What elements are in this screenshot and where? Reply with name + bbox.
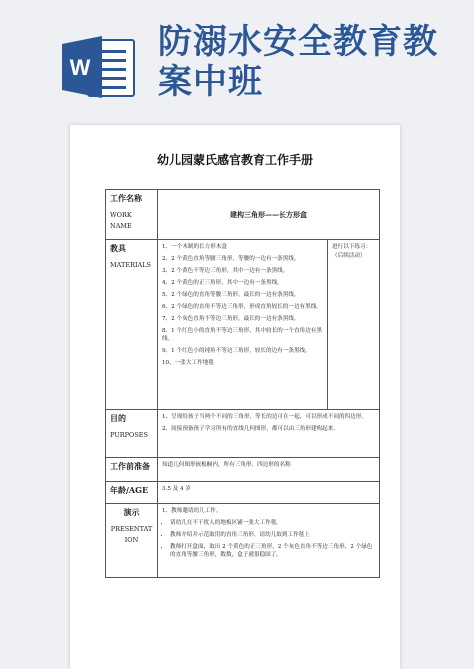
material-item: 8、1 个红色小的直角不等边三角形，其中较长的一个直角边有黑线。 <box>162 328 322 342</box>
material-item: 3、2 个黄色不等边三角形，其中一边有一条黑线。 <box>162 268 289 274</box>
svg-text:W: W <box>69 55 91 80</box>
purpose-item: 2、间接预备孩子学习所有的直线几何图形，都可以由三角形建构起来。 <box>162 426 339 432</box>
presentation-list <box>158 504 380 578</box>
material-item: 9、1 个红色小的钝角不等边三角形，较长的边有一条黑线。 <box>162 348 311 354</box>
material-item: 1、一个木制的长方形木盒 <box>162 244 228 250</box>
presentation-row <box>106 504 380 578</box>
preparation-row <box>106 458 380 482</box>
material-item: 6、2 个绿色的直角不等边三角形，形成直角较长的一边有黑线。 <box>162 304 322 310</box>
materials-note: 进行以下练习： （后续活动） <box>328 240 380 410</box>
material-item: 10、一张大工作地毯 <box>162 360 214 366</box>
material-item: 7、2 个灰色直角不等边三角形，最长的一边有条黑线。 <box>162 316 300 322</box>
purposes-list <box>158 410 380 458</box>
age-row <box>106 482 380 504</box>
presentation-step: • 教师介绍并示范取用的直角三角形，请幼儿取到工作毯上 <box>170 531 375 539</box>
work-name-value: 建构三角形——长方形盒 <box>158 190 380 240</box>
materials-row <box>106 240 380 410</box>
purpose-item: 1、呈现给孩子当两个不同的三角形，等长的边可在一起，可以形成不同的四边形。 <box>162 414 367 420</box>
presentation-label: 演示 PRESENTATION <box>106 504 158 578</box>
top-banner <box>0 0 474 118</box>
materials-label: 教具 MATERIALS <box>106 240 158 410</box>
material-item: 4、2 个黄色的正三角形，其中一边有一条黑线。 <box>162 280 283 286</box>
presentation-item: 1、教师邀请幼儿工作。 <box>162 508 222 514</box>
presentation-step: • 教师打开盒面，取出 2 个黄色的正三角形，2 个灰色直角不等边三角形，2 个绿色的直角等腰三角形，数数，盒子就很稳固了。 <box>170 543 375 559</box>
preparation-value: 知道几何图形嵌板橱内，所有三角形、四边形的名称 <box>158 458 380 482</box>
materials-list <box>158 240 328 410</box>
preparation-label: 工作前准备 <box>106 458 158 482</box>
purposes-row <box>106 410 380 458</box>
age-label: 年龄/AGE <box>106 482 158 504</box>
work-name-row <box>106 190 380 240</box>
material-item: 5、2 个绿色的直角等腰三角形，最长的一边有条黑线。 <box>162 292 300 298</box>
banner-title: 防溺水安全教育教案中班 <box>158 22 438 102</box>
purposes-label: 目的 PURPOSES <box>106 410 158 458</box>
age-value: 3.5 及 4 岁 <box>158 482 380 504</box>
document-title: 幼儿园蒙氏感官教育工作手册 <box>156 153 313 167</box>
work-name-label: 工作名称 WORK NAME <box>106 190 158 240</box>
material-item: 2、2 个黄色直角等腰三角形，等腰的一边有一条黑线。 <box>162 256 300 262</box>
work-manual-table <box>105 189 380 578</box>
document-page <box>70 125 400 669</box>
word-doc-icon <box>60 34 138 100</box>
presentation-step: • 请幼儿在不干扰人的地板区铺一张大工作毯。 <box>170 519 375 527</box>
